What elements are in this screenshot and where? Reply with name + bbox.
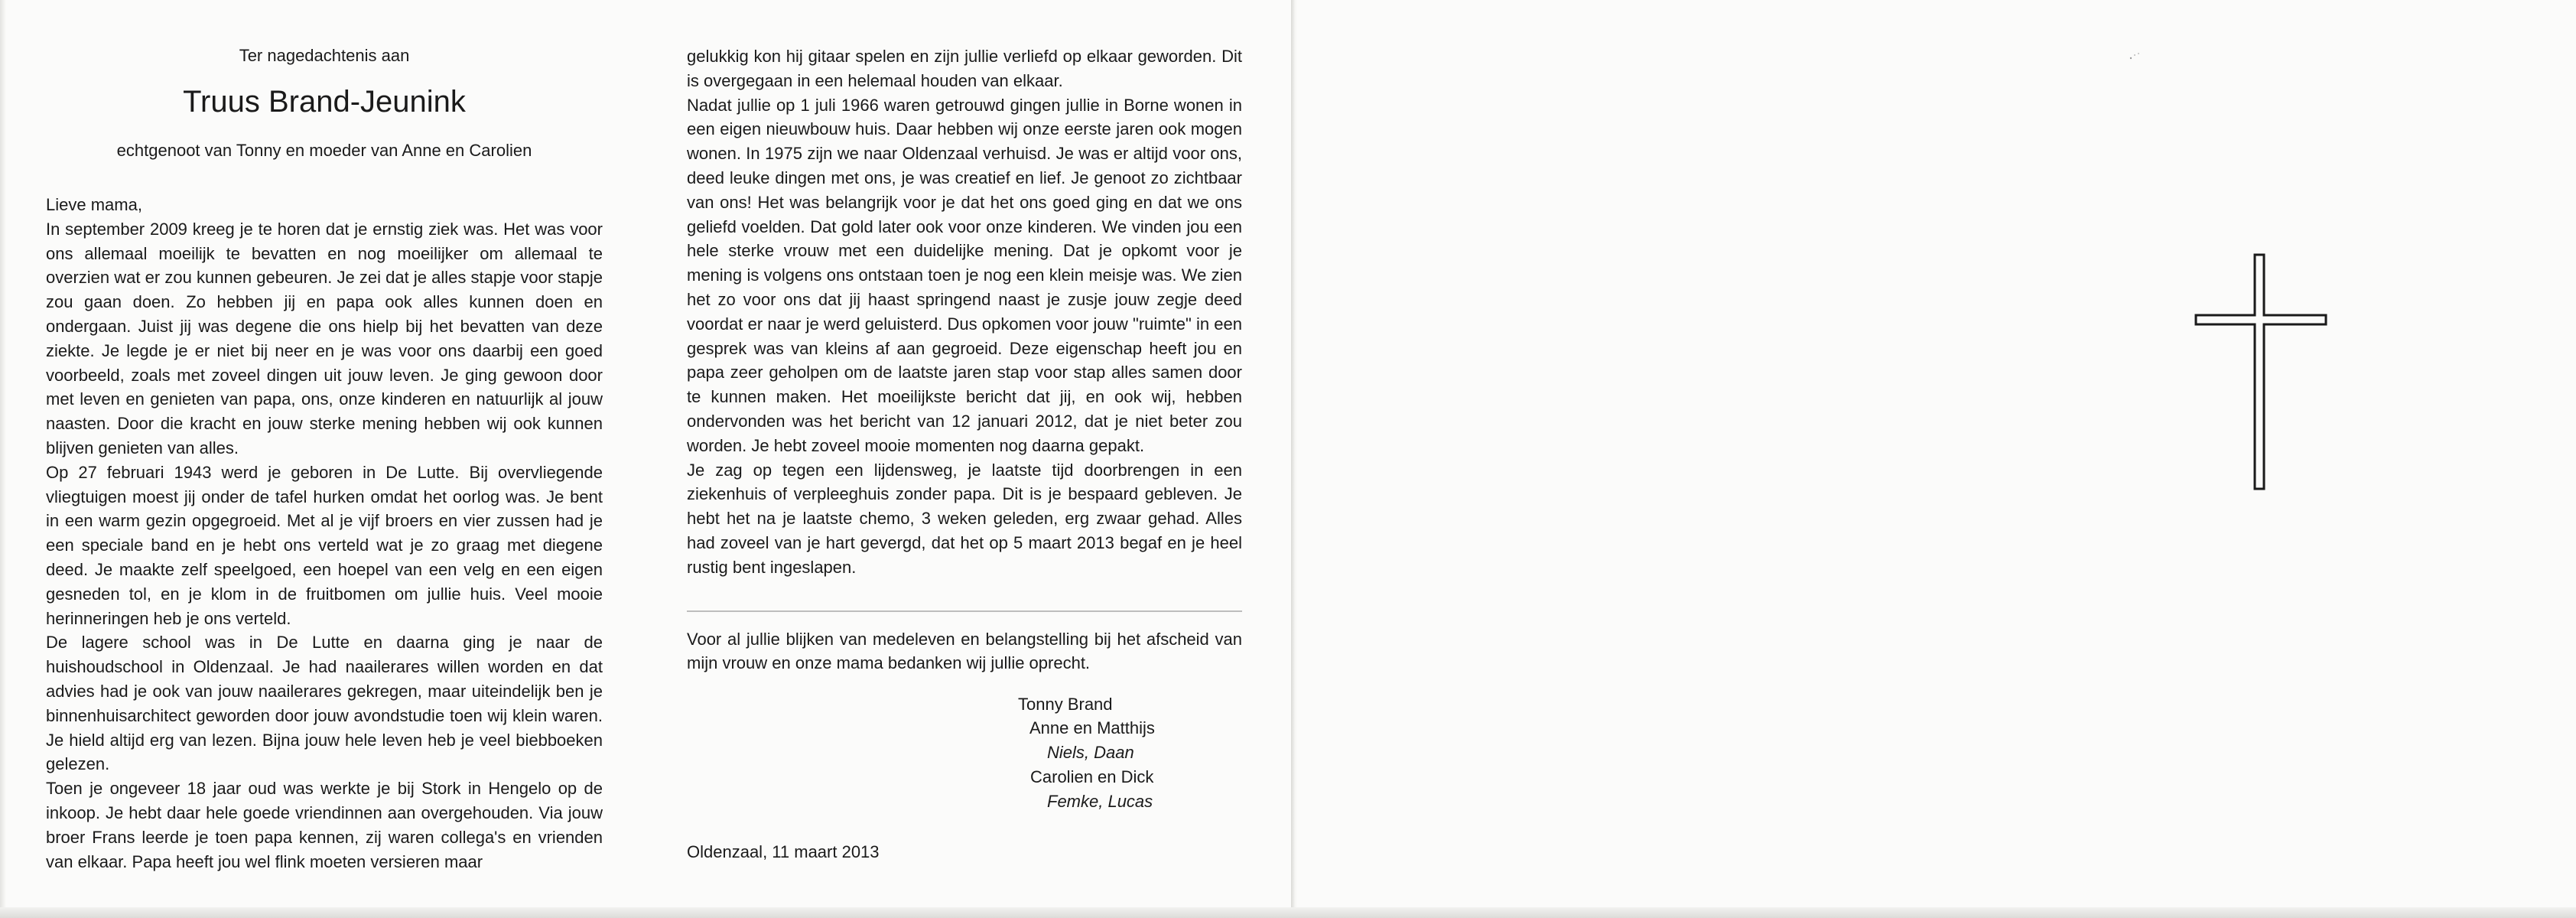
card-header [46,44,603,162]
paragraph-final: Je zag op tegen een lijdensweg, je laatste tijd doorbrengen in een ziekenhuis of verpleeghuis zonder papa. Dit is je bespaard gebleven. Je hebt het na je laatste chemo, 3 weken geleden, erg zwaar gehad. Alles had zoveel van je hart gevergd, dat het op 5 maart 2013 begaf en je heel rustig bent ingeslapen. [687,460,1242,577]
card-fold [1291,0,1297,918]
thanks-text: Voor al jullie blijken van medeleven en belangstelling bij het afscheid van mijn vrouw en onze mama bedanken wij jullie oprecht. [687,629,1242,673]
signature-carolien-kids: Femke, Lucas [1047,792,1153,812]
intro-line: Ter nagedachtenis aan [239,46,410,65]
signature-tonny: Tonny Brand [1018,695,1113,715]
paragraph-childhood: Op 27 februari 1943 werd je geboren in De Lutte. Bij overvliegende vliegtuigen moest jij onder de tafel hurken omdat het oorlog was. Je bent in een warm gezin opgegroeid. Met al je vijf broers en vier zussen had je een speciale band en je hebt ons verteld wat je zo graag met diegene deed. Je maakte zelf speelgoed, een hoepel van een velg en een eigen gesneden tol, en je klom in de fruitbomen om jullie huis. Veel mooie herinneringen heb je ons verteld. [46,462,603,628]
paragraph-illness: In september 2009 kreeg je te horen dat je ernstig ziek was. Het was voor ons allemaal moeilijk te bevatten en nog moeilijker om allemaal te overzien wat er zou kunnen gebeuren. Je zei dat je alles stapje voor stapje zou gaan doen. Zo hebben jij en papa ook alles kunnen doen en ondergaan. Juist jij was degene die ons hielp bij het bevatten van deze ziekte. Je legde je er niet bij neer en je was voor ons daarbij een goed voorbeeld, zoals met zoveel dingen uit jouw leven. Je ging gewoon door met leven en genieten van papa, ons, onze kinderen en natuurlijk al jouw naasten. Door die kracht en jouw sterke mening hebben wij ook kunnen blijven genieten van alles. [46,219,603,457]
signature-block [687,692,1242,838]
paragraph-marriage: Nadat jullie op 1 juli 1966 waren getrouwd gingen jullie in Borne wonen in een eigen nieuwbouw huis. Daar hebben wij onze eerste jaren ook mogen wonen. In 1975 zijn we naar Oldenzaal verhuisd. Je was er altijd voor ons, deed leuke dingen met ons, je was creatief en lief. Je genoot zo zichtbaar van ons! Het was belangrijk voor je dat het ons goed ging en dat we ons geliefd voelden. Dat gold later ook voor onze kinderen. We vinden jou een hele sterke vrouw met een duidelijke mening. Dat je opkomt voor je mening is volgens ons ontstaan toen je nog een klein meisje was. We zien het zo voor ons dat jij haast springend naast je zusje jouw zegje deed voordat er naar je werd geluisterd. Dus opkomen voor jouw "ruimte" in een gesprek was van kleins af aan gegroeid. Deze eigenschap heeft jou en papa zeer geholpen om de laatste jaren stap voor stap alles samen door te kunnen maken. Het moeilijkste bericht dat jij, en ook wij, hebben ondervonden was het bericht van 12 januari 2012, dat je niet beter zou worden. Je hebt zoveel mooie momenten nog daarna gepakt. [687,95,1242,455]
family-subtitle: echtgenoot van Tonny en moeder van Anne en Carolien [116,141,532,160]
section-divider [687,610,1242,612]
signature-carolien: Carolien en Dick [1030,767,1154,787]
cross-icon [2194,252,2330,491]
place-date: Oldenzaal, 11 maart 2013 [687,842,880,862]
middle-text-column [687,44,1242,864]
paragraph-love: gelukkig kon hij gitaar spelen en zijn jullie verliefd op elkaar geworden. Dit is overgegaan in een helemaal houden van elkaar. [687,47,1242,90]
deceased-name: Truus Brand-Jeunink [183,85,466,119]
left-text-column [46,41,603,874]
paper-specks [2126,43,2157,73]
signature-anne-kids: Niels, Daan [1047,743,1134,763]
signature-anne: Anne en Matthijs [1029,718,1155,738]
card-left-edge [0,0,6,918]
paragraph-work: Toen je ongeveer 18 jaar oud was werkte je bij Stork in Hengelo op de inkoop. Je hebt daar hele goede vriendinnen aan overgehouden. Via jouw broer Frans leerde je toen papa kennen, zij waren collega's en vrienden van elkaar. Papa heeft jou wel flink moeten versieren maar [46,779,603,871]
card-bottom-edge [0,907,2576,918]
greeting: Lieve mama, [46,195,142,214]
paragraph-school: De lagere school was in De Lutte en daarna ging je naar de huishoudschool in Oldenzaal. Je had naailerares willen worden en dat advies had je ook van jouw naailerares gekregen, maar uiteindelijk ben je binnenhuisarchitect geworden door jouw avondstudie toen wij klein waren. Je hield altijd erg van lezen. Bijna jouw hele leven heb je veel biebboeken gelezen. [46,633,603,774]
